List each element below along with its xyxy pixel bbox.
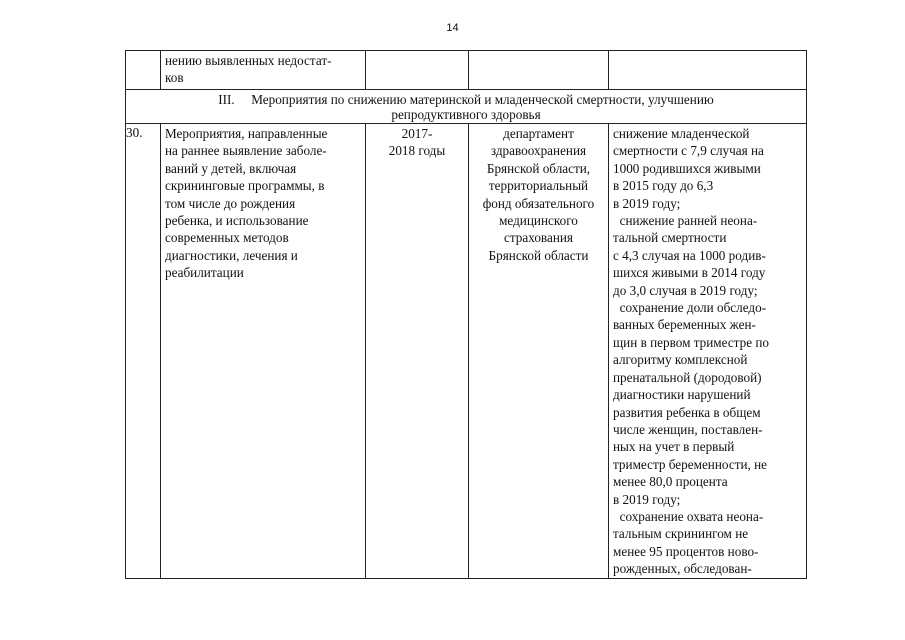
section-title-line: репродуктивного здоровья (391, 107, 541, 122)
text-line: ваний у детей, включая (165, 160, 297, 176)
text-line: Мероприятия, направленные (165, 126, 328, 141)
text-line: до 3,0 случая в 2019 году; (613, 282, 758, 298)
text-line: снижение младенческой (613, 126, 750, 141)
text-line: сохранение доли обследо- (613, 300, 767, 316)
text-line: пренатальной (дородовой) (613, 369, 762, 385)
cell-expected-result (609, 124, 807, 579)
text-line: медицинского (499, 213, 578, 229)
cell-name (161, 51, 366, 90)
cell-measure-name (161, 124, 366, 579)
text-line: сохранение охвата неона- (613, 508, 764, 524)
text-line: 1000 родившихся живыми (613, 160, 761, 176)
text-line: департамент (503, 126, 574, 141)
text-line: в 2019 году; (613, 195, 681, 211)
text-line: здравоохранения (490, 143, 587, 159)
text-line: в 2015 году до 6,3 (613, 178, 714, 194)
section-roman: III. (218, 92, 235, 107)
measure-name-text (161, 124, 365, 282)
text-line: тальным скринингом не (613, 526, 749, 542)
text-line: том числе до рождения (165, 195, 296, 211)
section-header-row (126, 90, 807, 124)
text-line: 2018 годы (388, 143, 446, 159)
text-line: ребенка, и использование (165, 213, 309, 229)
text-line: ванных беременных жен- (613, 317, 756, 333)
text-line: 2017- (401, 126, 433, 141)
text-line: числе женщин, поставлен- (613, 421, 763, 437)
text-line: триместр беременности, не (613, 456, 768, 472)
text-line: на раннее выявление заболе- (165, 143, 327, 159)
text-line: страхования (504, 230, 573, 246)
cell-executor (469, 124, 609, 579)
text-line: снижение ранней неона- (613, 213, 758, 229)
text-line: современных методов (165, 230, 289, 246)
expected-result-text (609, 124, 806, 578)
text-line: скрининговые программы, в (165, 178, 325, 194)
text-line: тальной смертности (613, 230, 727, 246)
text-line: щин в первом триместре по (613, 334, 769, 350)
term-text (366, 124, 468, 160)
text-line: алгоритму комплексной (613, 352, 748, 368)
text-line: рожденных, обследован- (613, 561, 752, 577)
section-heading-line (126, 92, 806, 107)
text-line: развития ребенка в общем (613, 404, 761, 420)
table-row-30 (126, 124, 807, 579)
text-line: менее 80,0 процента (613, 474, 728, 490)
text-line: территориальный (488, 178, 589, 194)
text-line: менее 95 процентов ново- (613, 543, 759, 559)
cell-executor (469, 51, 609, 90)
section-title: Мероприятия по снижению материнской и младенческой смертности, улучшению (251, 92, 714, 107)
text-line: шихся живыми в 2014 году (613, 265, 766, 281)
text-line: Брянской области (488, 247, 589, 263)
page-number: 14 (446, 22, 459, 34)
text-line: в 2019 году; (613, 491, 681, 507)
cell-term (366, 51, 469, 90)
cell-num (126, 51, 161, 90)
text-line: Брянской области, (486, 160, 591, 176)
table-row-continued (126, 51, 807, 90)
row-number: 30. (126, 124, 161, 579)
text-line: смертности с 7,9 случая на (613, 143, 764, 159)
cell-term (366, 124, 469, 579)
text-line: нению выявленных недостат- (165, 53, 332, 68)
section-title-cell (126, 90, 807, 124)
text-line: диагностики, лечения и (165, 247, 298, 263)
cell-result (609, 51, 807, 90)
text-line: с 4,3 случая на 1000 родив- (613, 247, 766, 263)
text-line: реабилитации (165, 265, 244, 281)
executor-text (469, 124, 608, 264)
text-line: ков (165, 70, 184, 86)
measures-table (125, 50, 807, 579)
text-line: фонд обязательного (482, 195, 595, 211)
text-line: ных на учет в первый (613, 439, 735, 455)
text-line: диагностики нарушений (613, 387, 751, 403)
